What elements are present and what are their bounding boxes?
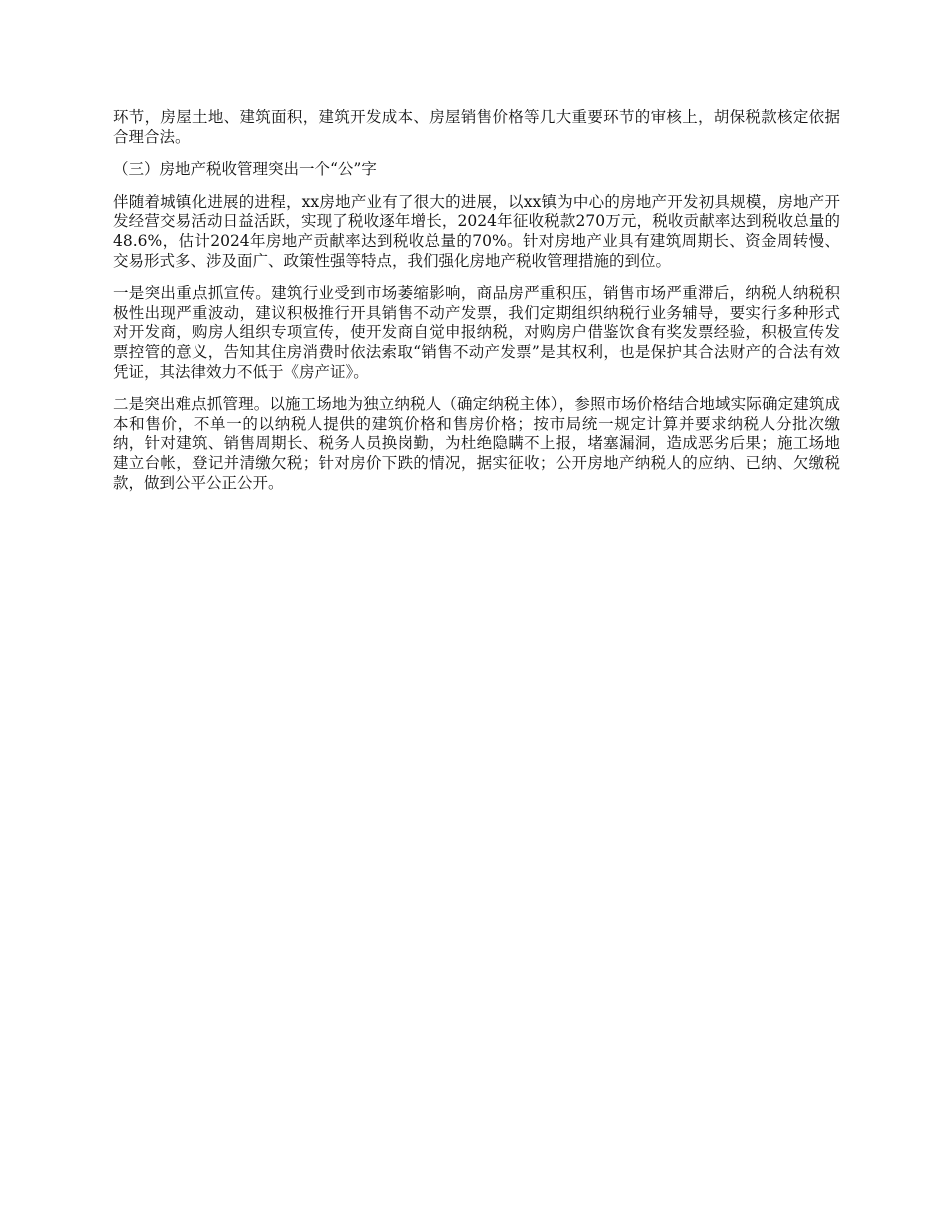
section-heading: （三）房地产税收管理突出一个“公”字 <box>113 160 377 179</box>
paragraph-continuation: 环节，房屋土地、建筑面积，建筑开发成本、房屋销售价格等几大重要环节的审核上，胡保税款核定依据合理合法。 <box>113 108 840 146</box>
paragraph-point-two: 二是突出难点抓管理。以施工场地为独立纳税人（确定纳税主体），参照市场价格结合地域实际确定建筑成本和售价，不单一的以纳税人提供的建筑价格和售房价格；按市局统一规定计算并要求纳税人分批次缴纳，针对建筑、销售周期长、税务人员换岗勤，为杜绝隐瞒不上报，堵塞漏洞，造成恶劣后果；施工场地建立台帐，登记并清缴欠税；针对房价下跌的情况，据实征收；公开房地产纳税人的应纳、已纳、欠缴税款，做到公平公正公开。 <box>113 395 840 492</box>
paragraph-overview: 伴随着城镇化进展的进程，xx房地产业有了很大的进展，以xx镇为中心的房地产开发初具规模，房地产开发经营交易活动日益活跃，实现了税收逐年增长，2024年征收税款270万元，税收贡献率达到税收总量的48.6%，估计2024年房地产贡献率达到税收总量的70%。针对房地产业具有建筑周期长、资金周转慢、交易形式多、涉及面广、政策性强等特点，我们强化房地产税收管理措施的到位。 <box>113 192 840 270</box>
paragraph-point-one: 一是突出重点抓宣传。建筑行业受到市场萎缩影响，商品房严重积压，销售市场严重滞后，纳税人纳税积极性出现严重波动，建议积极推行开具销售不动产发票，我们定期组织纳税行业务辅导，要实行多种形式对开发商，购房人组织专项宣传，使开发商自觉申报纳税，对购房户借鉴饮食有奖发票经验，积极宣传发票控管的意义，告知其住房消费时依法索取“销售不动产发票”是其权利，也是保护其合法财产的合法有效凭证，其法律效力不低于《房产证》。 <box>113 284 840 381</box>
document-body <box>113 108 840 506</box>
